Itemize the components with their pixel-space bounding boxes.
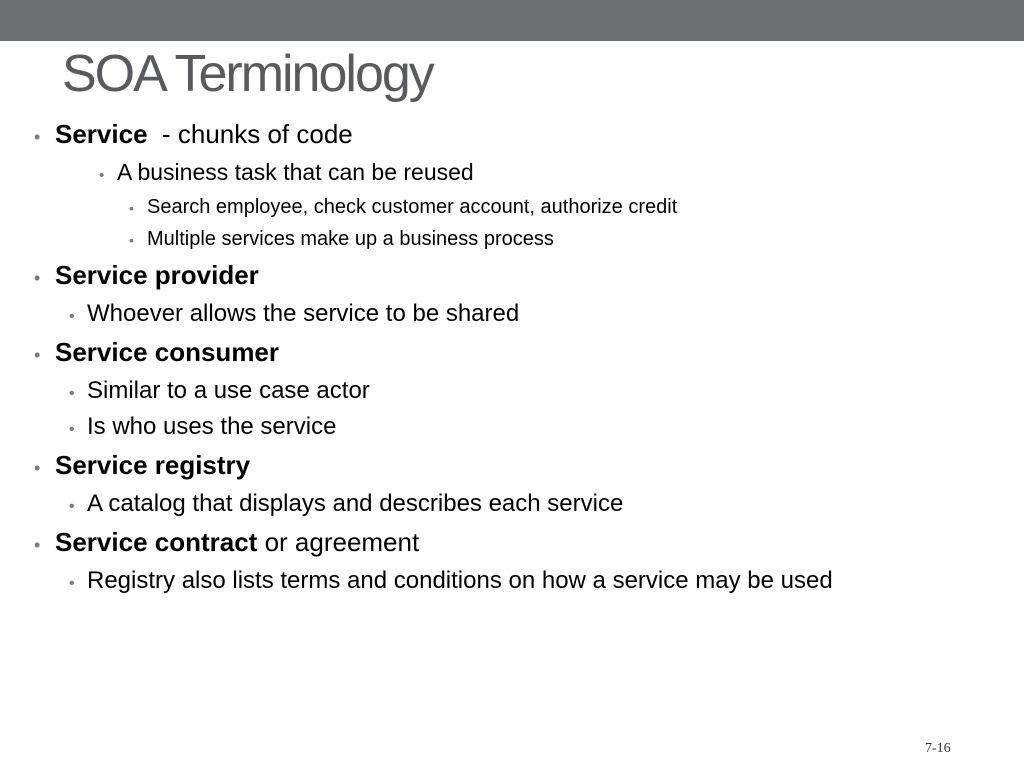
bullet-dot-icon: •: [34, 535, 41, 555]
sub-bullet-consumer: [69, 413, 337, 441]
bullet-service-contract: [34, 527, 420, 558]
term-service-consumer: Service consumer: [55, 337, 280, 367]
example-text: Multiple services make up a business process: [147, 228, 554, 250]
term-service: Service: [55, 119, 148, 149]
bullet-dot-icon: •: [99, 167, 105, 184]
sub-bullet-consumer: [69, 377, 370, 405]
term-service-registry: Service registry: [55, 450, 251, 480]
term-service-contract: Service contract: [55, 527, 258, 557]
example-bullet: [129, 196, 678, 219]
bullet-dot-icon: •: [129, 200, 134, 216]
term-service-provider: Service provider: [55, 260, 259, 290]
bullet-dot-icon: •: [129, 232, 134, 248]
sub-bullet-service: [99, 159, 474, 186]
sub-bullet-text: A catalog that displays and describes each service: [87, 490, 624, 517]
sub-bullet-provider: [69, 300, 520, 328]
sub-bullet-text: Whoever allows the service to be shared: [87, 300, 520, 327]
example-bullet: [129, 228, 554, 251]
term-service-description: - chunks of code: [161, 119, 353, 149]
term-service-contract-suffix: or agreement: [264, 527, 420, 557]
bullet-dot-icon: •: [69, 498, 75, 515]
bullet-service-consumer: [34, 337, 280, 368]
top-bar: [0, 0, 1024, 41]
slide-title: SOA Terminology: [62, 45, 433, 103]
sub-bullet-text: Registry also lists terms and conditions on how a service may be used: [87, 567, 833, 594]
bullet-dot-icon: •: [34, 345, 41, 365]
page-number: 7-16: [925, 741, 951, 756]
sub-bullet-text: Is who uses the service: [87, 413, 337, 440]
bullet-service-registry: [34, 450, 251, 481]
sub-bullet-text: A business task that can be reused: [117, 159, 474, 185]
example-text: Search employee, check customer account, authorize credit: [147, 196, 678, 218]
bullet-dot-icon: •: [69, 385, 75, 402]
bullet-service-provider: [34, 260, 259, 291]
bullet-dot-icon: •: [34, 458, 41, 478]
bullet-dot-icon: •: [69, 308, 75, 325]
sub-bullet-text: Similar to a use case actor: [87, 377, 370, 404]
sub-bullet-registry: [69, 490, 624, 518]
sub-bullet-contract: [69, 567, 833, 595]
bullet-dot-icon: •: [69, 575, 75, 592]
bullet-service: [34, 119, 353, 150]
bullet-dot-icon: •: [34, 268, 41, 288]
bullet-dot-icon: •: [34, 127, 41, 147]
bullet-dot-icon: •: [69, 421, 75, 438]
